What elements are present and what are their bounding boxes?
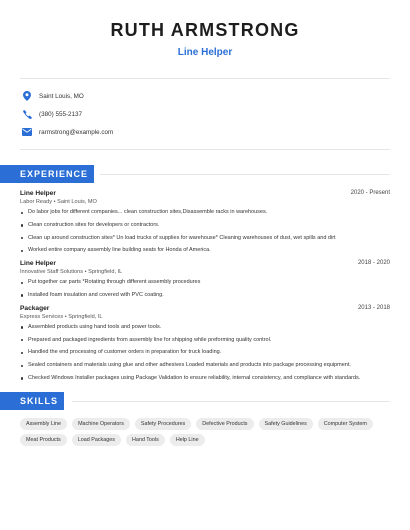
job-entry-title: Line Helper [20, 260, 56, 268]
job-entry [20, 305, 390, 383]
job-entry [20, 260, 390, 299]
skill-chip: Hand Tools [126, 434, 165, 446]
skill-chip: Safety Procedures [135, 418, 191, 430]
job-entry-dates: 2013 - 2018 [357, 304, 390, 311]
job-entry-title: Line Helper [20, 190, 56, 197]
skill-chip: Meat Products [20, 434, 67, 446]
job-entry-title: Packager [20, 304, 50, 312]
contact-location [22, 87, 410, 105]
bullet-item: Checked Windows Installer packages using Package Validation to ensure reliability, internal consistency, and compliance with standards. [20, 375, 390, 382]
experience-list [0, 190, 410, 382]
location-text: Saint Louis, MO [39, 92, 84, 100]
job-entry-dates: 2018 - 2020 [357, 260, 390, 267]
job-bullets [20, 324, 390, 383]
skills-section-header [0, 392, 410, 410]
contact-phone [22, 105, 410, 123]
contact-block [0, 79, 410, 149]
email-text: rarmstrong@example.com [39, 128, 114, 136]
skill-chip: Load Packages [72, 434, 121, 446]
experience-section-header [0, 165, 410, 183]
contact-email [22, 123, 410, 141]
person-name: RUTH ARMSTRONG [110, 20, 300, 40]
bullet-item: Installed foam insulation and covered with PVC coating. [20, 292, 390, 299]
bullet-item: Handled the end processing of customer orders in preparation for truck loading. [20, 349, 390, 356]
job-entry-dates: 2020 - Present [350, 190, 390, 196]
job-entry [20, 190, 390, 255]
skills-heading: SKILLS [0, 392, 64, 410]
skill-chip: Assembly Line [20, 418, 67, 430]
skill-chip: Defective Products [196, 418, 253, 430]
skills-list [20, 418, 390, 446]
bullet-item: Clean construction sites for developers or contractors. [20, 222, 390, 229]
section-divider [72, 401, 390, 402]
job-entry-company: Express Services • Springfield, IL [20, 313, 103, 320]
email-icon [22, 127, 32, 137]
job-entry-company: Innovative Staff Solutions • Springfield, IL [20, 269, 123, 276]
bullet-item: Worked entire company assembly line building seats for Honda of America. [20, 247, 390, 254]
skill-chip: Machine Operators [72, 418, 130, 430]
skill-chip: Safety Guidelines [259, 418, 313, 430]
bullet-item: Assembled products using hand tools and power tools. [20, 324, 390, 331]
divider [20, 149, 390, 150]
skill-chip: Computer System [318, 418, 373, 430]
bullet-item: Sealed containers and materials using glue and other adhesives Loaded materials and products into package processing equipment. [20, 362, 390, 369]
location-pin-icon [22, 91, 32, 101]
section-divider [100, 174, 390, 175]
skill-chip: Help Line [170, 434, 205, 446]
phone-icon [22, 109, 32, 119]
bullet-item: Prepared and packaged ingredients from assembly line for shipping while preforming quality control. [20, 337, 390, 344]
job-bullets [20, 209, 390, 255]
bullet-item: Do labor jobs for different companies... clean construction sites,Disassemble racks in warehouses. [20, 209, 390, 216]
experience-heading: EXPERIENCE [0, 165, 94, 183]
bullet-item: Put together car parts *Rotating through different assembly procedures [20, 279, 390, 286]
job-entry-company: Labor Ready • Saint Louis, MO [20, 199, 97, 205]
job-bullets [20, 279, 390, 299]
bullet-item: Clean up around construction sites* Un load trucks of supplies for warehouse* Cleaning warehouses of dust, wet spills and dirt [20, 235, 390, 242]
phone-text: (380) 555-2137 [39, 110, 83, 118]
job-title: Line Helper [177, 47, 233, 58]
resume-header [0, 0, 410, 58]
